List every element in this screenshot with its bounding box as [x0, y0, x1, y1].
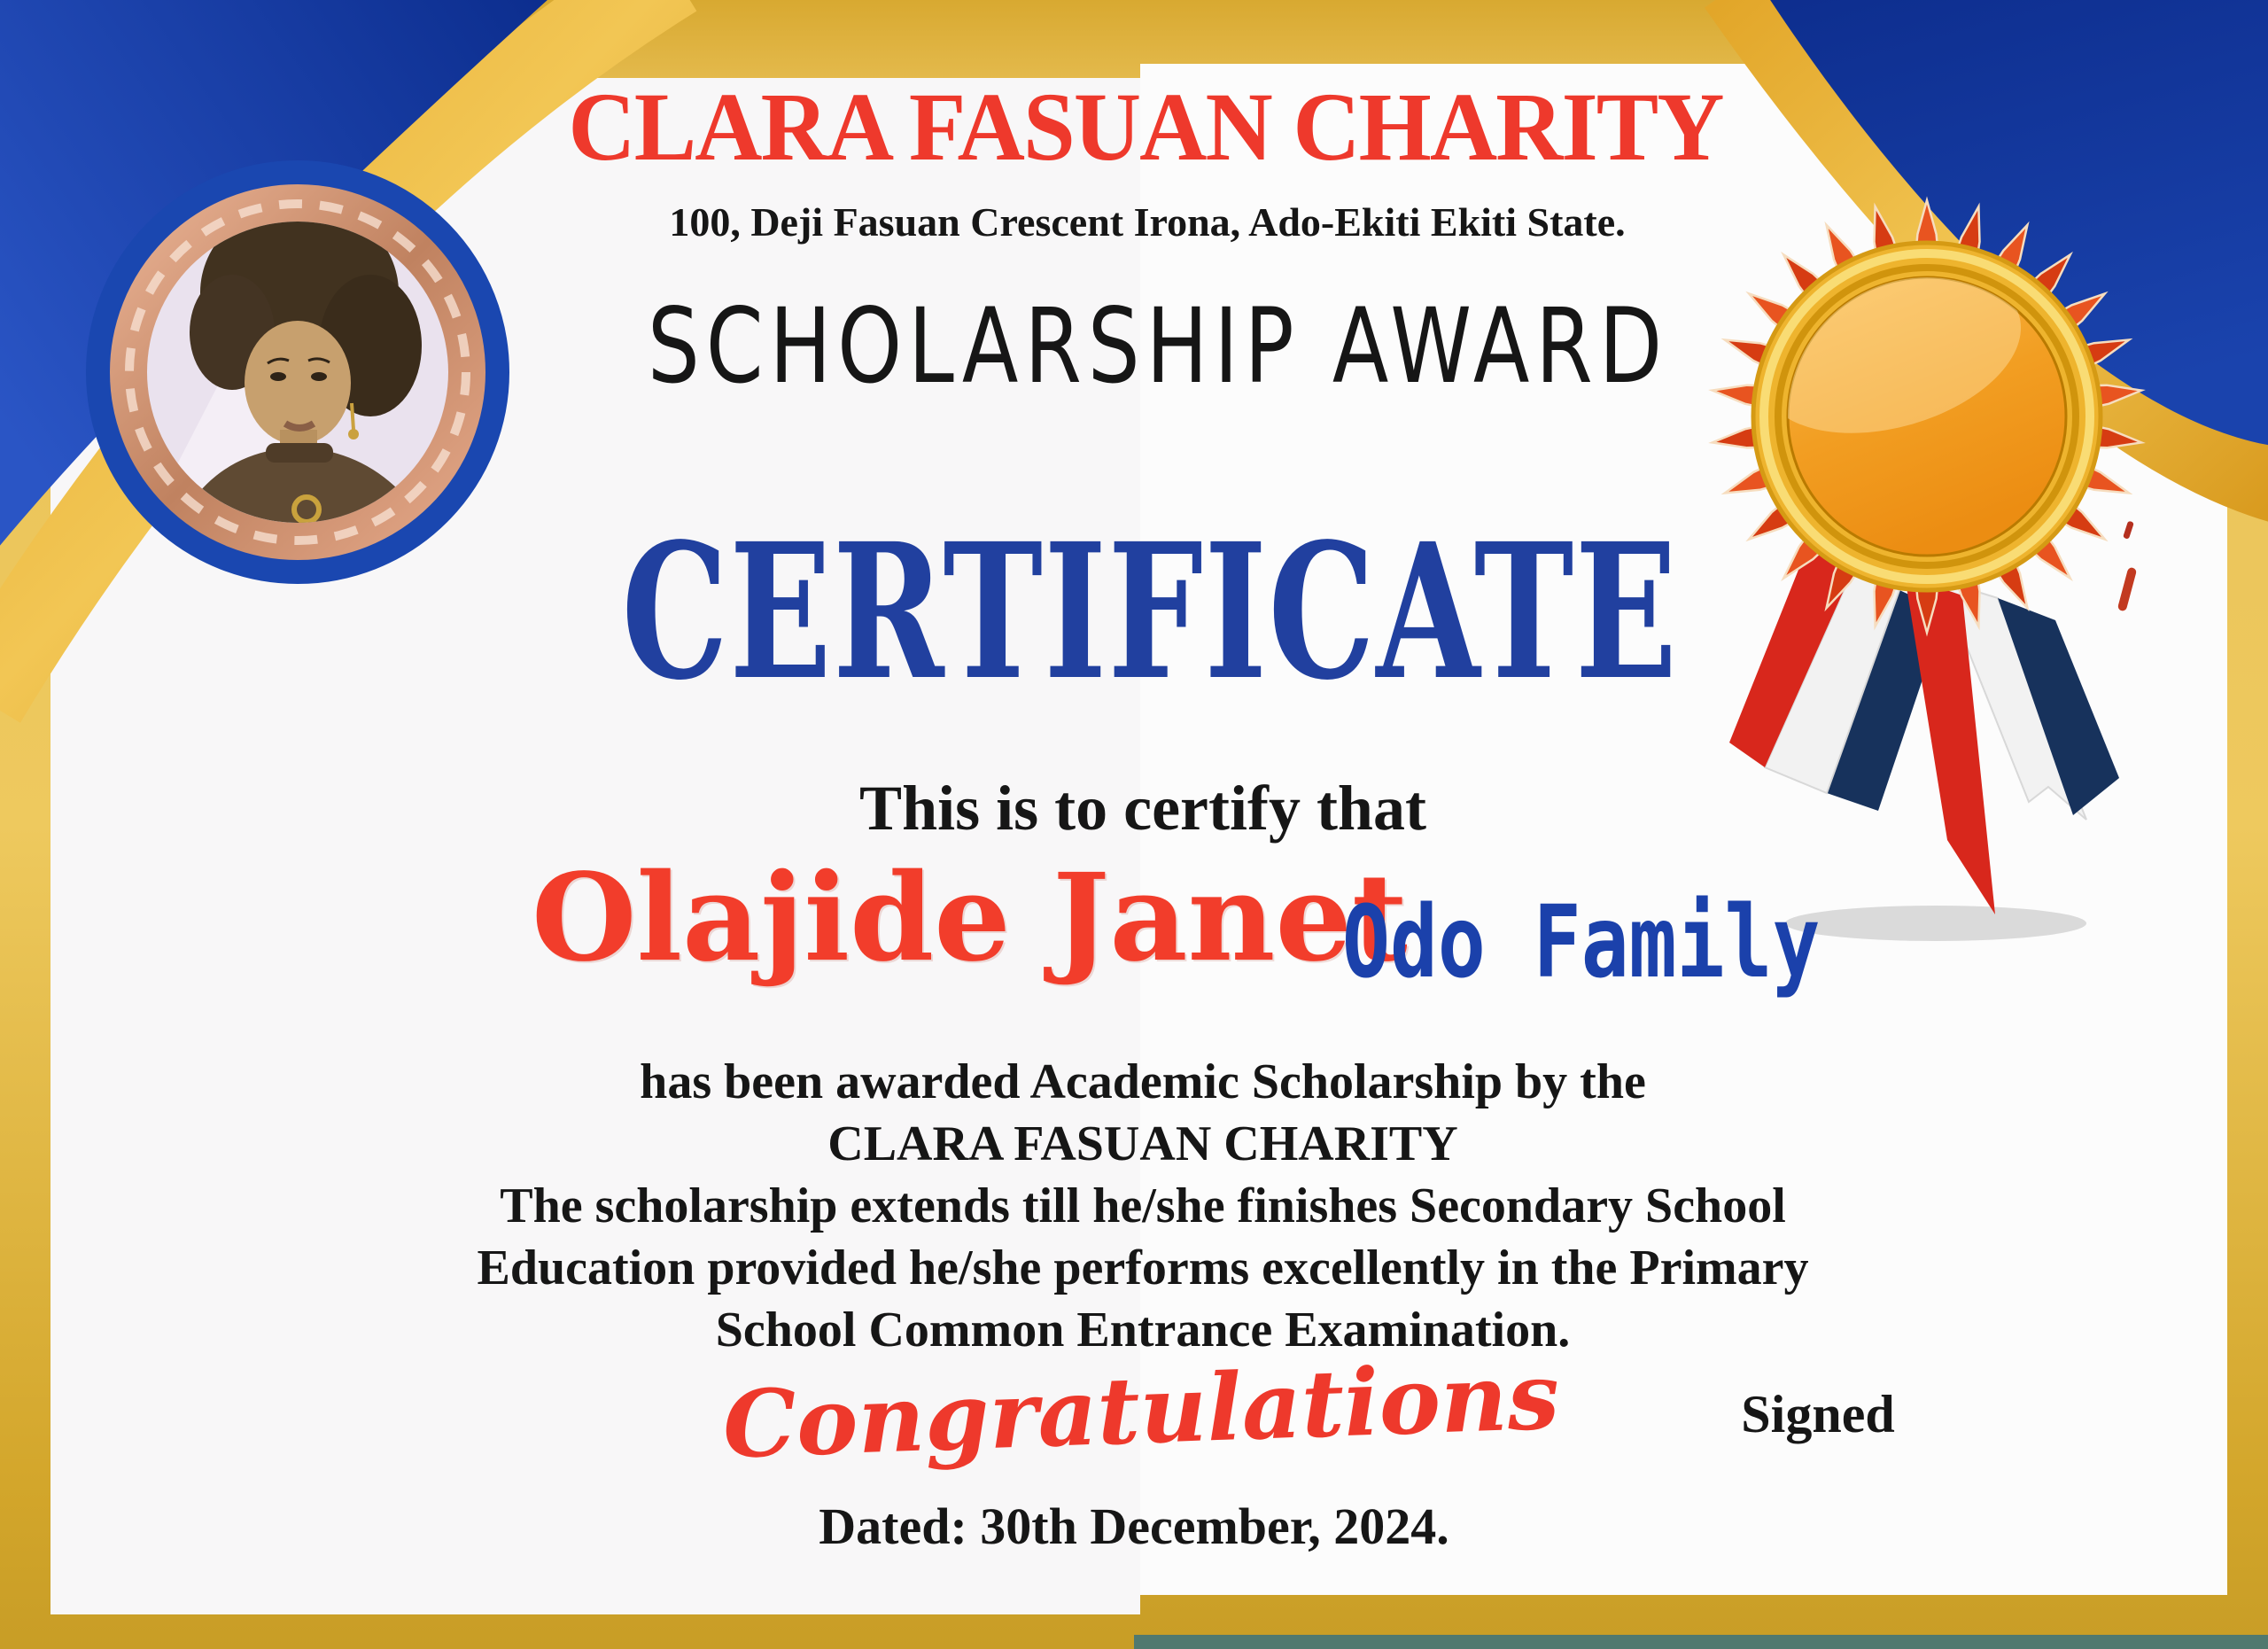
congratulations-script: Congratulations: [720, 1341, 1561, 1480]
body-line: Education provided he/she performs excellently in the Primary: [477, 1241, 1809, 1295]
certify-line: This is to certify that: [859, 773, 1426, 844]
charity-address: 100, Deji Fasuan Crescent Irona, Ado-Ekiti Ekiti State.: [669, 199, 1626, 245]
charity-name-title: CLARA FASUAN CHARITY: [568, 73, 1723, 181]
dated-line: Dated: 30th December, 2024.: [819, 1497, 1449, 1555]
recipient-family-name: Odo Family: [1342, 885, 1821, 1000]
body-line: has been awarded Academic Scholarship by the: [640, 1054, 1646, 1109]
recipient-name: Olajide Janet: [532, 847, 1408, 989]
portrait-photo: [98, 173, 497, 572]
body-line: School Common Entrance Examination.: [715, 1303, 1571, 1357]
certificate-title: CERTIFICATE: [621, 502, 1679, 721]
award-heading: SCHOLARSHIP AWARD: [647, 286, 1669, 407]
bottom-teal-strip: [1134, 1635, 2268, 1649]
signed-label: Signed: [1741, 1385, 1895, 1443]
body-line: CLARA FASUAN CHARITY: [827, 1116, 1458, 1171]
body-line: The scholarship extends till he/she finishes Secondary School: [500, 1178, 1786, 1233]
medal-shadow: [1785, 906, 2086, 941]
